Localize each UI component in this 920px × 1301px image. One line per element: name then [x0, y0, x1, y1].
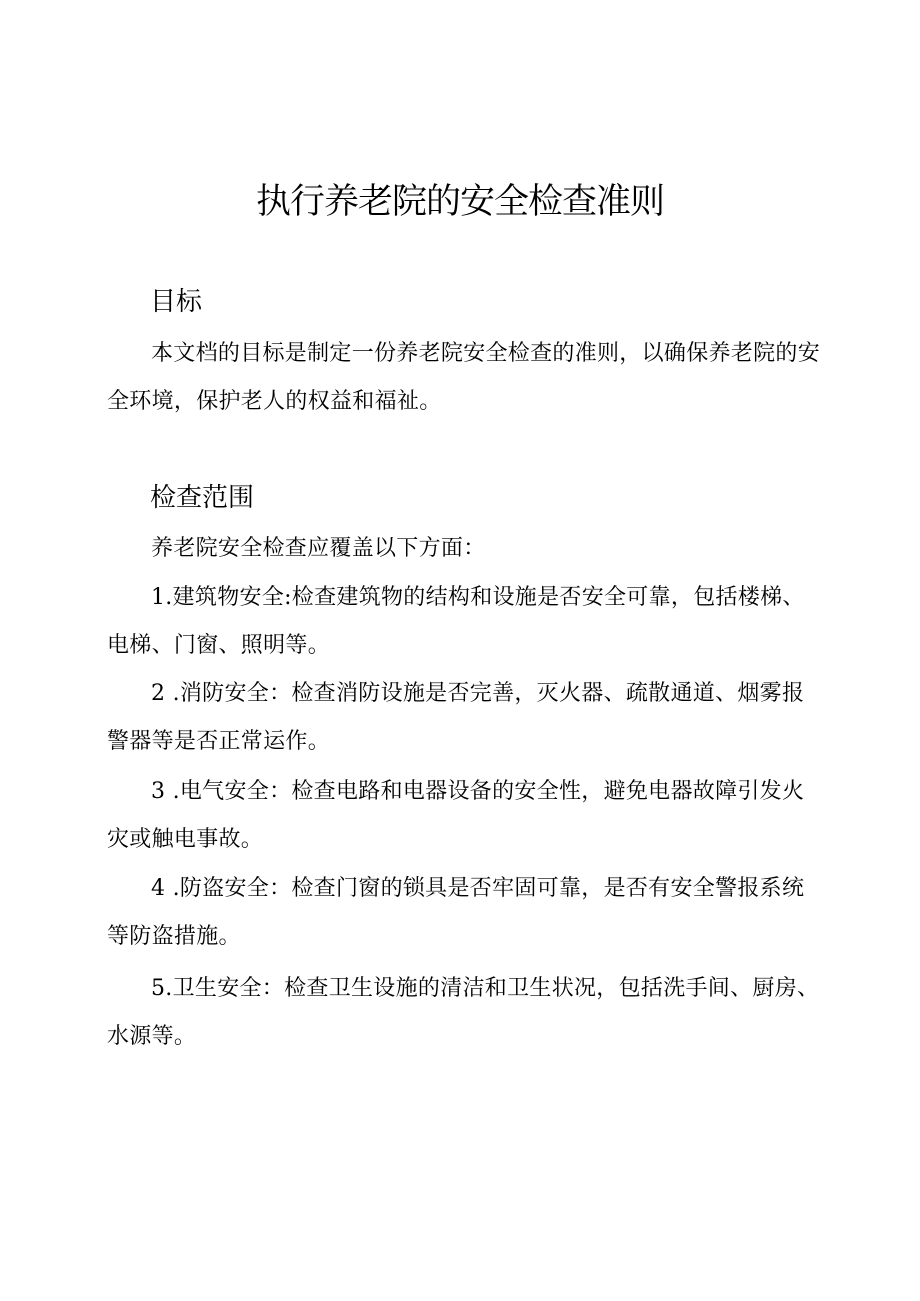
- scope-item-theft: 4 .防盗安全：检查门窗的锁具是否牢固可靠，是否有安全警报系统等防盗措施。: [107, 876, 805, 949]
- document-title: 执行养老院的安全检查准则: [255, 182, 664, 222]
- scope-item-hygiene: 5.卫生安全：检查卫生设施的清洁和卫生状况，包括洗手间、厨房、水源等。: [107, 976, 820, 1049]
- scope-item-fire: 2 .消防安全：检查消防设施是否完善，灭火器、疏散通道、烟雾报警器等是否正常运作。: [107, 681, 805, 754]
- goal-paragraph: 本文档的目标是制定一份养老院安全检查的准则，以确保养老院的安全环境，保护老人的权益和福祉。: [107, 341, 821, 414]
- section-heading-goal: 目标: [150, 287, 203, 317]
- scope-item-building: 1.建筑物安全:检查建筑物的结构和设施是否安全可靠，包括楼梯、电梯、门窗、照明等。: [107, 585, 805, 658]
- scope-item-electrical: 3 .电气安全：检查电路和电器设备的安全性，避免电器故障引发火灾或触电事故。: [107, 779, 805, 852]
- section-heading-scope: 检查范围: [150, 483, 255, 513]
- scope-intro: 养老院安全检查应覆盖以下方面：: [151, 536, 486, 561]
